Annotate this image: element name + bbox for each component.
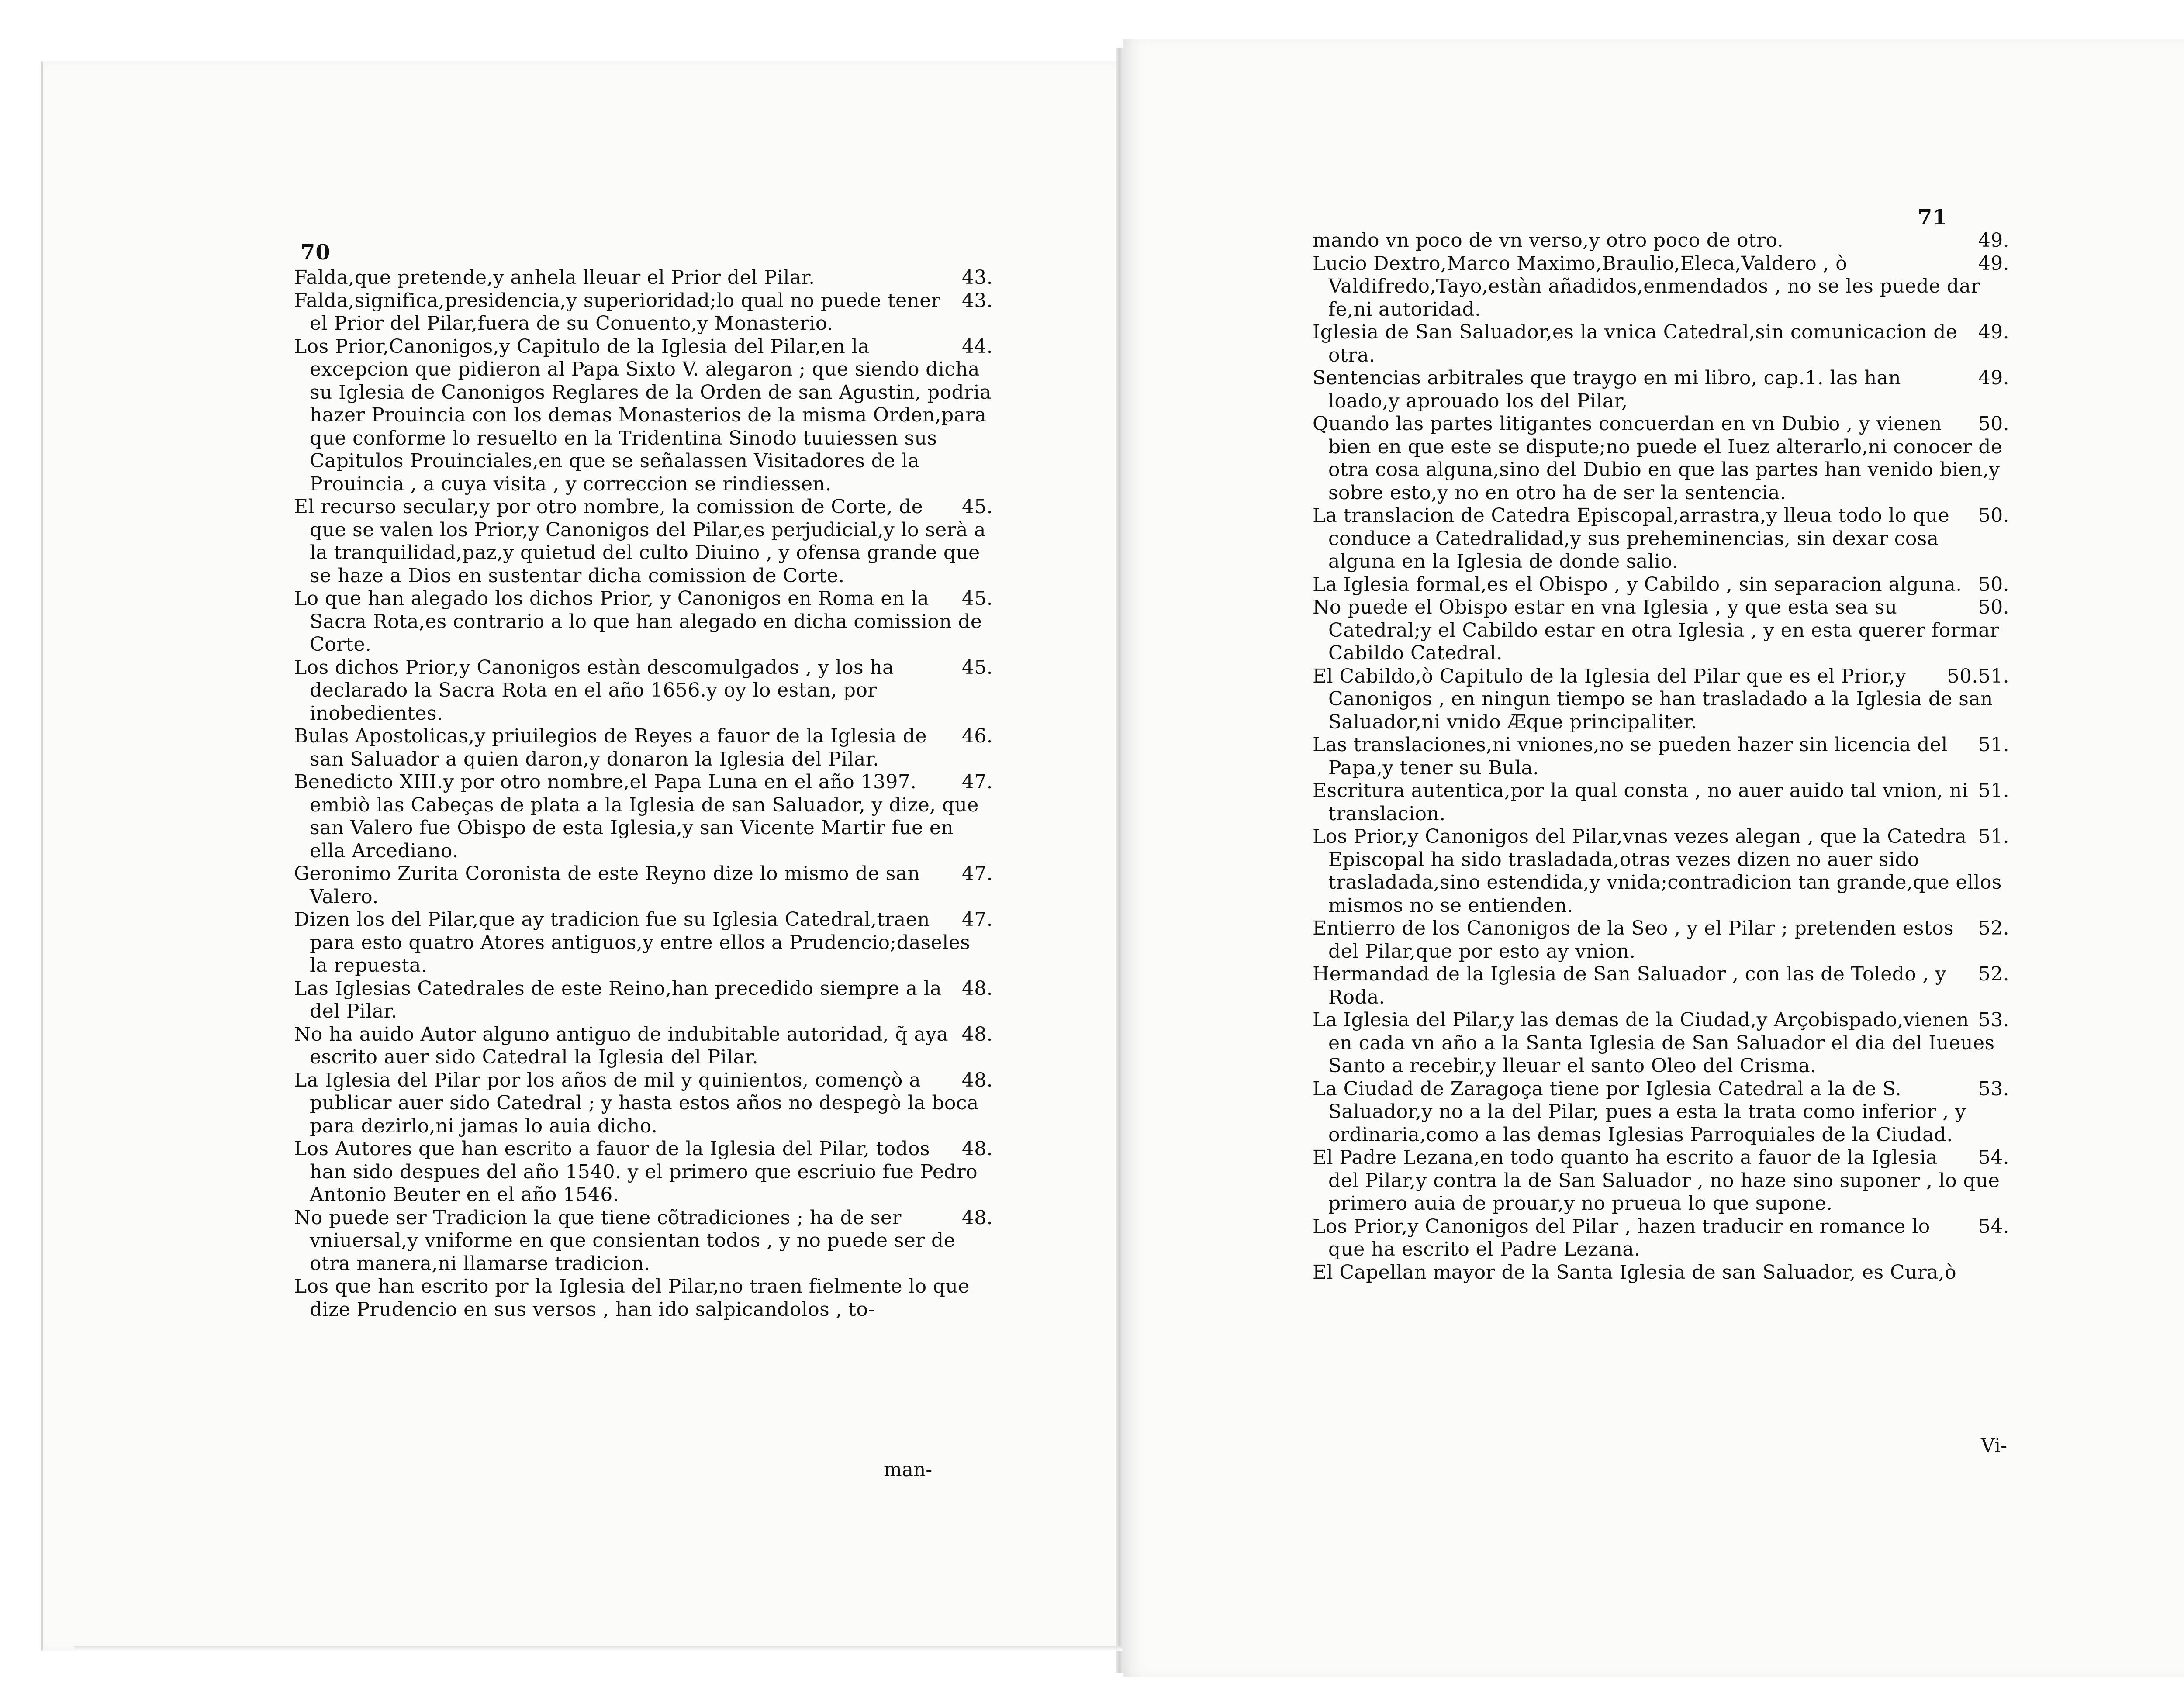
entry-page-ref: 48. (961, 1206, 993, 1229)
index-entry (1313, 917, 2009, 963)
index-entry (294, 977, 993, 1023)
index-entry (294, 1023, 993, 1069)
entry-text: No puede el Obispo estar en vna Iglesia , y que esta sea su Catedral;y el Cabildo estar en otra Iglesia , y en esta querer formar Cabildo Catedral. (1313, 596, 2000, 664)
index-entry (1313, 573, 2009, 597)
index-entry (294, 1275, 993, 1321)
entry-page-ref: 51. (1978, 734, 2009, 756)
entry-page-ref: 49. (1978, 252, 2009, 275)
index-entry (1313, 229, 2009, 252)
entry-text: El Padre Lezana,en todo quanto ha escrito a fauor de la Iglesia del Pilar,y contra la de San Saluador , no haze sino suponer , lo que primero auia de prouar,y no prueua lo que supone. (1313, 1146, 2000, 1215)
entry-text: El Cabildo,ò Capitulo de la Iglesia del Pilar que es el Prior,y Canonigos , en ningun tiempo se han trasladado a la Iglesia de san Saluador,ni vnido Æque principaliter. (1313, 665, 1993, 733)
entry-page-ref: 43. (961, 289, 993, 312)
entry-page-ref: 53. (1978, 1077, 2009, 1100)
entry-text: mando vn poco de vn verso,y otro poco de otro. (1313, 229, 1784, 252)
entry-page-ref: 52. (1978, 917, 2009, 939)
entry-text: Geronimo Zurita Coronista de este Reyno dize lo mismo de san Valero. (294, 863, 920, 908)
entry-text: Quando las partes litigantes concuerdan en vn Dubio , y vienen bien en que este se dispute;no puede el Iuez alterarlo,ni conocer de otra cosa alguna,sino del Dubio en que las partes han venido bien,y sobre esto,y no en otro ha de ser la sentencia. (1313, 413, 2003, 504)
entry-page-ref: 47. (961, 771, 993, 793)
entry-text: Sentencias arbitrales que traygo en mi libro, cap.1. las han loado,y aprouado los del Pilar, (1313, 367, 1901, 412)
entry-page-ref: 48. (961, 977, 993, 1000)
entry-text: No puede ser Tradicion la que tiene cõtradiciones ; ha de ser vniuersal,y vniforme en que consientan todos , y no puede ser de otra manera,ni llamarse tradicion. (294, 1206, 956, 1275)
index-entry (1313, 321, 2009, 367)
right-page-number: 71 (1918, 205, 1948, 230)
index-entry (294, 908, 993, 977)
entry-page-ref: 48. (961, 1138, 993, 1160)
entry-page-ref: 46. (961, 725, 993, 747)
entry-page-ref: 48. (961, 1069, 993, 1091)
entry-page-ref: 45. (961, 587, 993, 610)
left-page-number: 70 (301, 240, 331, 265)
entry-text: Los Prior,y Canonigos del Pilar,vnas vezes alegan , que la Catedra Episcopal ha sido trasladada,otras vezes dizen no auer sido trasladada,sino estendida,y vnida;contradicion tan grande,que ellos mismos no se entienden. (1313, 825, 2002, 917)
entry-text: Las Iglesias Catedrales de este Reino,han precedido siempre a la del Pilar. (294, 977, 942, 1022)
index-entry (1313, 665, 2009, 734)
entry-text: Dizen los del Pilar,que ay tradicion fue su Iglesia Catedral,traen para esto quatro Atores antiguos,y entre ellos a Prudencio;daseles la repuesta. (294, 908, 971, 976)
index-entry (294, 1138, 993, 1207)
index-entry (1313, 1215, 2009, 1261)
entry-page-ref: 54. (1978, 1146, 2009, 1169)
right-catchword: Vi- (1981, 1435, 2007, 1457)
index-entry (1313, 1078, 2009, 1147)
index-entry (1313, 413, 2009, 504)
index-entry (1313, 504, 2009, 573)
entry-page-ref: 50.51. (1947, 665, 2009, 687)
entry-text: Escritura autentica,por la qual consta , no auer auido tal vnion, ni translacion. (1313, 780, 1969, 825)
index-entry (1313, 1009, 2009, 1078)
entry-page-ref: 45. (961, 496, 993, 518)
entry-page-ref: 47. (961, 863, 993, 885)
entry-page-ref: 49. (1978, 321, 2009, 343)
entry-text: Los que han escrito por la Iglesia del Pilar,no traen fielmente lo que dize Prudencio en sus versos , han ido salpicandolos , to- (294, 1275, 970, 1321)
entry-text: Lo que han alegado los dichos Prior, y Canonigos en Roma en la Sacra Rota,es contrario a lo que han alegado en dicha comission de Corte. (294, 587, 982, 656)
entry-text: Hermandad de la Iglesia de San Saluador , con las de Toledo , y Roda. (1313, 963, 1946, 1008)
index-entry (294, 266, 993, 290)
right-page (1123, 39, 2184, 1677)
entry-page-ref: 51. (1978, 780, 2009, 802)
entry-text: Las translaciones,ni vniones,no se pueden hazer sin licencia del Papa,y tener su Bula. (1313, 734, 1948, 779)
left-index-entries (294, 266, 993, 1321)
index-entry (1313, 734, 2009, 780)
index-entry (294, 587, 993, 656)
entry-text: Los Prior,Canonigos,y Capitulo de la Iglesia del Pilar,en la excepcion que pidieron al Papa Sixto V. alegaron ; que siendo dicha su Iglesia de Canonigos Reglares de la Orden de san Agustin, podria hazer Prouincia con los demas Monasterios de la misma Orden,para que conforme lo resuelto en la Tridentina Sinodo tuuiessen sus Capitulos Prouinciales,en que se señalassen Visitadores de la Prouincia , a cuya visita , y correccion se rindiessen. (294, 335, 992, 495)
entry-text: Los dichos Prior,y Canonigos estàn descomulgados , y los ha declarado la Sacra Rota en el año 1656.y oy lo estan, por inobedientes. (294, 656, 894, 725)
index-entry (1313, 1261, 2009, 1284)
index-entry (294, 290, 993, 335)
left-catchword: man- (884, 1459, 933, 1481)
entry-page-ref: 52. (1978, 963, 2009, 985)
book-gutter (1116, 48, 1123, 1673)
entry-text: Los Prior,y Canonigos del Pilar , hazen traducir en romance lo que ha escrito el Padre Lezana. (1313, 1215, 1930, 1260)
entry-page-ref: 51. (1978, 825, 2009, 848)
index-entry (294, 1207, 993, 1276)
index-entry (1313, 367, 2009, 413)
index-entry (294, 725, 993, 771)
entry-text: Falda,que pretende,y anhela lleuar el Prior del Pilar. (294, 266, 815, 289)
entry-text: La translacion de Catedra Episcopal,arrastra,y lleua todo lo que conduce a Catedralidad,y sus preheminencias, sin dexar cosa alguna en la Iglesia de donde salio. (1313, 504, 1950, 573)
entry-text: Iglesia de San Saluador,es la vnica Catedral,sin comunicacion de otra. (1313, 321, 1958, 366)
index-entry (1313, 1146, 2009, 1215)
entry-page-ref: 44. (961, 335, 993, 358)
right-index-entries (1313, 229, 2009, 1284)
entry-text: Entierro de los Canonigos de la Seo , y el Pilar ; pretenden estos del Pilar,que por esto ay vnion. (1313, 917, 1954, 963)
entry-page-ref: 53. (1978, 1009, 2009, 1031)
entry-text: Benedicto XIII.y por otro nombre,el Papa Luna en el año 1397. embiò las Cabeças de plata a la Iglesia de san Saluador, y dize, que san Valero fue Obispo de esta Iglesia,y san Vicente Martir fue en ella Arcediano. (294, 771, 979, 862)
entry-page-ref: 50. (1978, 504, 2009, 527)
index-entry (1313, 963, 2009, 1009)
entry-text: La Iglesia del Pilar,y las demas de la Ciudad,y Arçobispado,vienen en cada vn año a la Santa Iglesia de San Saluador el dia del Iueues Santo a recebir,y lleuar el santo Oleo del Crisma. (1313, 1009, 1995, 1077)
index-entry (294, 771, 993, 863)
page-edge-shadow (74, 1646, 1123, 1651)
entry-page-ref: 50. (1978, 573, 2009, 596)
entry-page-ref: 43. (961, 266, 993, 289)
entry-text: La Iglesia formal,es el Obispo , y Cabildo , sin separacion alguna. (1313, 573, 1962, 596)
index-entry (294, 863, 993, 908)
entry-page-ref: 50. (1978, 413, 2009, 435)
entry-page-ref: 48. (961, 1023, 993, 1046)
entry-text: Lucio Dextro,Marco Maximo,Braulio,Eleca,Valdero , ò Valdifredo,Tayo,estàn añadidos,enmendados , no se les puede dar fe,ni autoridad. (1313, 252, 1980, 321)
entry-page-ref: 49. (1978, 367, 2009, 389)
entry-page-ref: 47. (961, 908, 993, 931)
entry-text: No ha auido Autor alguno antiguo de indubitable autoridad, q̃ aya escrito auer sido Catedral la Iglesia del Pilar. (294, 1023, 949, 1068)
index-entry (1313, 596, 2009, 665)
index-entry (294, 1069, 993, 1138)
entry-page-ref: 45. (961, 656, 993, 679)
left-page (41, 61, 1148, 1651)
index-entry (1313, 780, 2009, 825)
index-entry (294, 496, 993, 587)
index-entry (1313, 825, 2009, 917)
index-entry (294, 335, 993, 496)
entry-page-ref: 50. (1978, 596, 2009, 618)
entry-text: Los Autores que han escrito a fauor de la Iglesia del Pilar, todos han sido despues del año 1540. y el primero que escriuio fue Pedro Antonio Beuter en el año 1546. (294, 1138, 978, 1206)
entry-text: La Iglesia del Pilar por los años de mil y quinientos, començò a publicar auer sido Catedral ; y hasta estos años no despegò la boca para dezirlo,ni jamas lo auia dicho. (294, 1069, 979, 1137)
index-entry (294, 656, 993, 725)
entry-text: Falda,significa,presidencia,y superioridad;lo qual no puede tener el Prior del Pilar,fuera de su Conuento,y Monasterio. (294, 289, 941, 335)
entry-page-ref: 49. (1978, 229, 2009, 252)
entry-page-ref: 54. (1978, 1215, 2009, 1238)
entry-text: El recurso secular,y por otro nombre, la comission de Corte, de que se valen los Prior,y Canonigos del Pilar,es perjudicial,y lo serà a la tranquilidad,paz,y quietud del culto Diuino , y ofensa grande que se haze a Dios en sustentar dicha comission de Corte. (294, 496, 986, 587)
entry-text: El Capellan mayor de la Santa Iglesia de san Saluador, es Cura,ò (1313, 1261, 1957, 1284)
index-entry (1313, 252, 2009, 321)
entry-text: La Ciudad de Zaragoça tiene por Iglesia Catedral a la de S. Saluador,y no a la del Pilar, pues a esta la trata como inferior , y ordinaria,como a las demas Iglesias Parroquiales de la Ciudad. (1313, 1077, 1966, 1146)
entry-text: Bulas Apostolicas,y priuilegios de Reyes a fauor de la Iglesia de san Saluador a quien daron,y donaron la Iglesia del Pilar. (294, 725, 927, 770)
